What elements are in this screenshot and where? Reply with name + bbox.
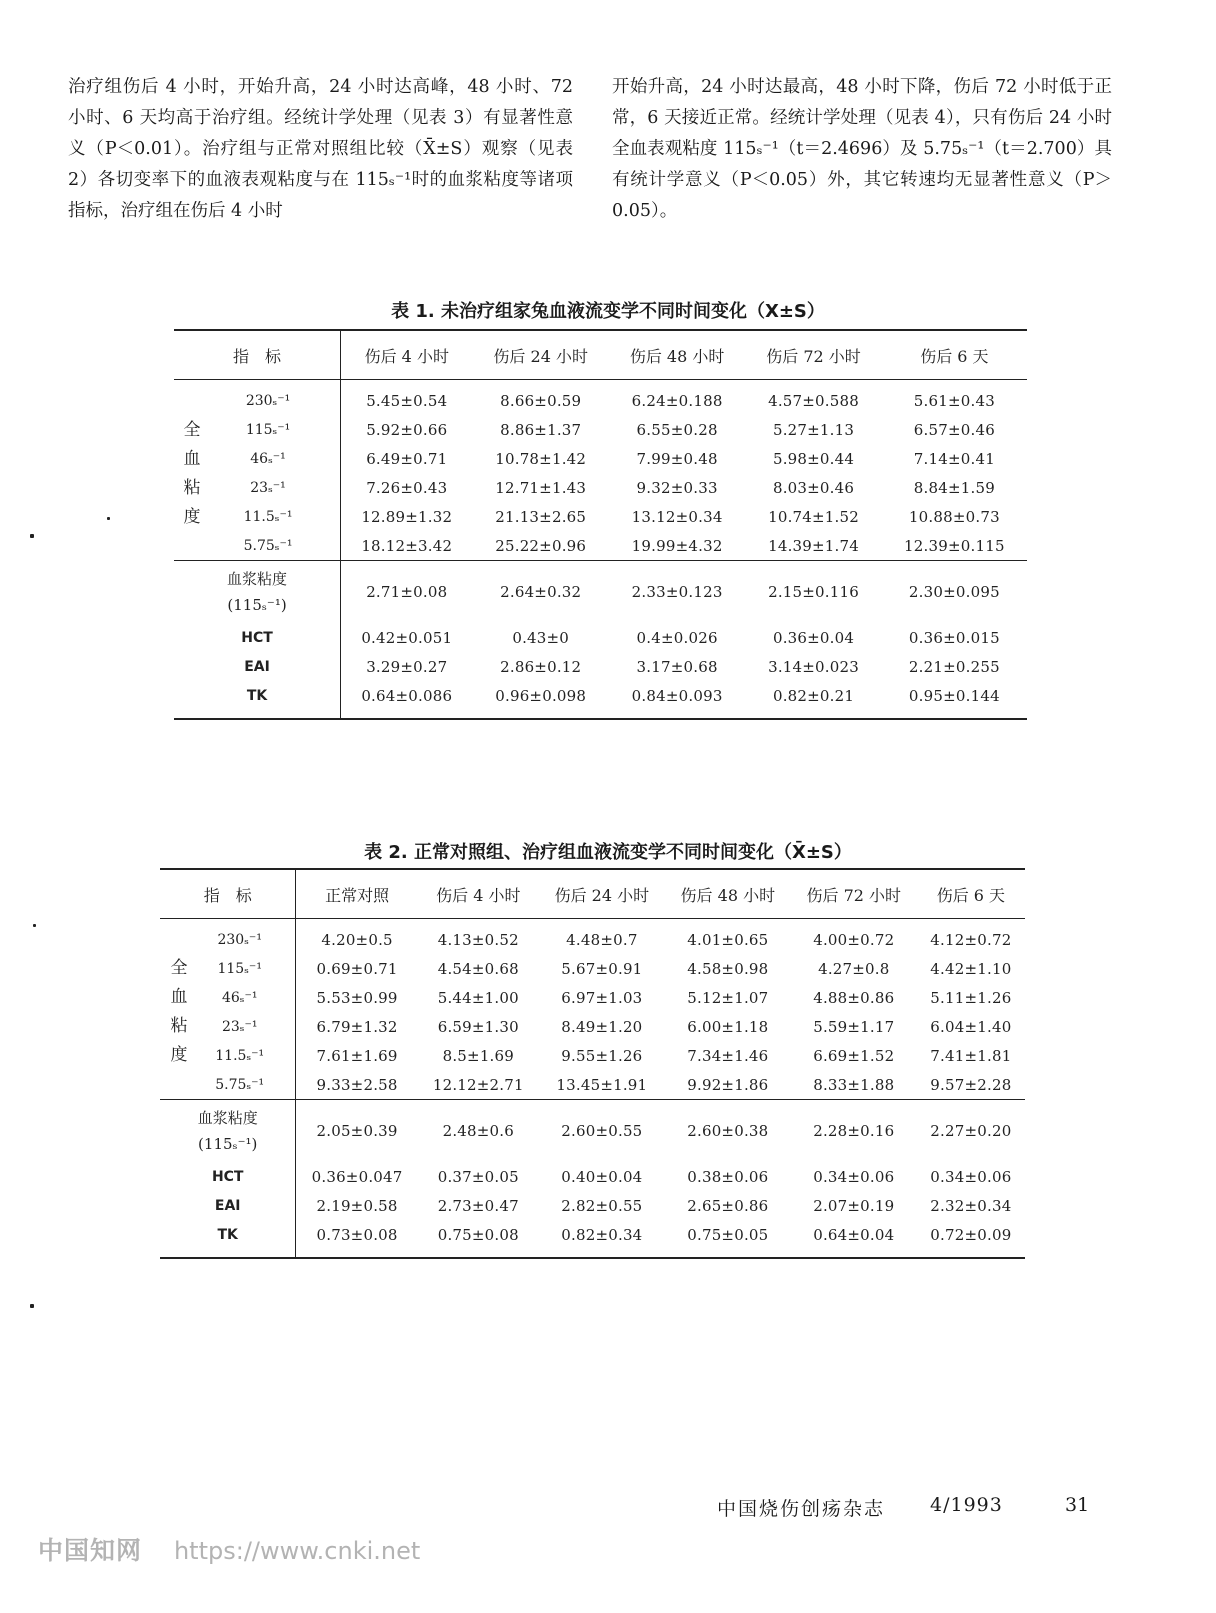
table-row: [174, 623, 1027, 652]
plasma-viscosity-label: [174, 561, 341, 624]
table-cell: 0.82±0.21: [772, 686, 855, 705]
table-cell: 4.12±0.72: [930, 930, 1012, 949]
table-cell: 6.55±0.28: [636, 420, 718, 439]
table-cell: 2.33±0.123: [609, 561, 745, 624]
table-cell: 0.36±0.047: [311, 1167, 403, 1186]
table-cell: 7.61±1.69: [316, 1046, 398, 1065]
shear-rate-label: 11.5ₛ⁻¹: [198, 1041, 296, 1070]
table-cell: 0.37±0.05: [437, 1167, 519, 1186]
table-1-title: 表 1. 未治疗组家兔血液流变学不同时间变化（X±S）: [391, 301, 825, 322]
table-cell: 4.48±0.7: [566, 930, 638, 949]
table-cell: 7.41±1.81: [930, 1046, 1012, 1065]
table-cell: 21.13±2.65: [495, 507, 587, 526]
table-cell: 5.59±1.17: [813, 1017, 895, 1036]
table-cell: 9.33±2.58: [316, 1075, 398, 1094]
table-cell: 0.82±0.34: [561, 1225, 643, 1244]
table-cell: 5.67±0.91: [561, 959, 643, 978]
group-label-whole-blood-viscosity: [174, 380, 210, 561]
table-cell: 0.38±0.06: [687, 1167, 769, 1186]
cnki-watermark: [38, 1531, 420, 1567]
body-text-right-column: [612, 72, 1112, 227]
table-cell: 25.22±0.96: [495, 536, 587, 555]
group-char: 血: [183, 449, 201, 469]
table-header-cell: 正常对照: [296, 869, 418, 919]
table-cell: 6.24±0.188: [631, 391, 723, 410]
row-label: EAI: [174, 652, 341, 681]
table-cell: 8.5±1.69: [442, 1046, 515, 1065]
table-cell: 6.59±1.30: [437, 1017, 519, 1036]
table-cell: 2.21±0.255: [908, 657, 1000, 676]
table-cell: 2.64±0.32: [472, 561, 608, 624]
shear-rate-label: 115ₛ⁻¹: [210, 415, 341, 444]
table-cell: 7.34±1.46: [687, 1046, 769, 1065]
scan-speck: [30, 534, 34, 538]
table-header-cell: 伤后 48 小时: [609, 330, 745, 380]
table-cell: 2.07±0.19: [813, 1196, 895, 1215]
table-cell: 2.82±0.55: [561, 1196, 643, 1215]
shear-rate-label: 5.75ₛ⁻¹: [210, 531, 341, 561]
table-cell: 2.30±0.095: [882, 561, 1027, 624]
table-row: [174, 652, 1027, 681]
table-cell: 12.71±1.43: [495, 478, 587, 497]
table-cell: 7.14±0.41: [913, 449, 995, 468]
table-cell: 0.69±0.71: [316, 959, 398, 978]
table-cell: 13.12±0.34: [631, 507, 723, 526]
table-cell: 6.57±0.46: [913, 420, 995, 439]
plasma-label-line2: (115ₛ⁻¹): [227, 596, 287, 614]
table-cell: 4.20±0.5: [321, 930, 393, 949]
table-cell: 2.60±0.55: [539, 1100, 665, 1163]
table-header-cell: 指 标: [174, 330, 341, 380]
table-cell: 0.72±0.09: [930, 1225, 1012, 1244]
table-cell: 12.39±0.115: [904, 536, 1005, 555]
table-cell: 8.49±1.20: [561, 1017, 643, 1036]
group-char: 粘: [170, 1016, 188, 1036]
table-cell: 12.89±1.32: [361, 507, 453, 526]
table-cell: 0.75±0.05: [687, 1225, 769, 1244]
table-cell: 4.27±0.8: [818, 959, 890, 978]
table-cell: 2.73±0.47: [437, 1196, 519, 1215]
table-cell: 6.97±1.03: [561, 988, 643, 1007]
table-header-cell: 伤后 6 天: [917, 869, 1025, 919]
table-row: [174, 444, 1027, 473]
group-label-chars: [171, 954, 188, 1070]
body-paragraph-left: 治疗组伤后 4 小时，开始升高，24 小时达高峰，48 小时、72 小时、6 天均高于治疗组。经统计学处理（见表 3）有显著性意义（P＜0.01）。治疗组与正常对照组比较（X̄±S）观察（见表 2）各切变率下的血液表观粘度与在 115ₛ⁻¹时的血浆粘度等诸项指标，治疗组在伤后 4 小时: [68, 77, 573, 221]
table-cell: 7.26±0.43: [366, 478, 448, 497]
table-cell: 5.45±0.54: [366, 391, 448, 410]
table-cell: 10.88±0.73: [908, 507, 1000, 526]
table-header-cell: 伤后 48 小时: [665, 869, 791, 919]
shear-rate-label: 46ₛ⁻¹: [198, 983, 296, 1012]
table-cell: 7.99±0.48: [636, 449, 718, 468]
table-cell: 4.42±1.10: [930, 959, 1012, 978]
row-label: TK: [174, 681, 341, 719]
table-cell: 2.28±0.16: [791, 1100, 917, 1163]
group-char: 全: [183, 420, 201, 440]
journal-name: 中国烧伤创疡杂志: [717, 1498, 886, 1520]
scan-speck: [33, 924, 36, 927]
table-row: [160, 1041, 1025, 1070]
plasma-label-line2: (115ₛ⁻¹): [198, 1135, 258, 1153]
table-row: [174, 415, 1027, 444]
row-label: HCT: [160, 1162, 296, 1191]
table-cell: 2.32±0.34: [930, 1196, 1012, 1215]
table-row-plasma-viscosity: [160, 1100, 1025, 1163]
table-cell: 5.44±1.00: [437, 988, 519, 1007]
plasma-viscosity-label: [160, 1100, 296, 1163]
table-cell: 0.4±0.026: [636, 628, 718, 647]
table-cell: 5.11±1.26: [930, 988, 1012, 1007]
scan-speck: [107, 517, 110, 520]
body-text-left-column: [68, 72, 573, 227]
table-cell: 4.58±0.98: [687, 959, 769, 978]
table-cell: 4.13±0.52: [437, 930, 519, 949]
table-header-cell: 伤后 72 小时: [745, 330, 881, 380]
table-cell: 6.49±0.71: [366, 449, 448, 468]
table-cell: 8.66±0.59: [500, 391, 582, 410]
row-label: EAI: [160, 1191, 296, 1220]
table-cell: 9.92±1.86: [687, 1075, 769, 1094]
table-header-row: [174, 330, 1027, 380]
table-1: [174, 329, 1027, 720]
table-cell: 6.69±1.52: [813, 1046, 895, 1065]
table-cell: 0.84±0.093: [631, 686, 723, 705]
table-cell: 0.34±0.06: [813, 1167, 895, 1186]
table-row: [174, 531, 1027, 561]
table-header-cell: 伤后 6 天: [882, 330, 1027, 380]
table-cell: 9.57±2.28: [930, 1075, 1012, 1094]
table-row: [160, 1070, 1025, 1100]
table-cell: 0.40±0.04: [561, 1167, 643, 1186]
table-cell: 5.12±1.07: [687, 988, 769, 1007]
table-cell: 0.36±0.015: [908, 628, 1000, 647]
table-row-plasma-viscosity: [174, 561, 1027, 624]
shear-rate-label: 115ₛ⁻¹: [198, 954, 296, 983]
table-cell: 5.27±1.13: [772, 420, 855, 439]
table-cell: 2.27±0.20: [917, 1100, 1025, 1163]
table-cell: 2.05±0.39: [296, 1100, 418, 1163]
shear-rate-label: 23ₛ⁻¹: [198, 1012, 296, 1041]
shear-rate-label: 11.5ₛ⁻¹: [210, 502, 341, 531]
table-cell: 10.74±1.52: [768, 507, 859, 526]
watermark-url[interactable]: https://www.cnki.net: [173, 1537, 421, 1565]
table-cell: 0.64±0.086: [361, 686, 453, 705]
table-cell: 4.54±0.68: [437, 959, 519, 978]
group-label-chars: [184, 414, 201, 532]
table-cell: 0.42±0.051: [361, 628, 453, 647]
table-cell: 4.88±0.86: [813, 988, 895, 1007]
table-header-cell: 指 标: [160, 869, 296, 919]
table-cell: 13.45±1.91: [556, 1075, 648, 1094]
page-number: 31: [1065, 1494, 1090, 1516]
table-header-cell: 伤后 72 小时: [791, 869, 917, 919]
body-paragraph-right: 开始升高，24 小时达最高，48 小时下降，伤后 72 小时低于正常，6 天接近正常。经统计学处理（见表 4），只有伤后 24 小时全血表观粘度 115ₛ⁻¹（t＝2.4696）及 5.75ₛ⁻¹（t＝2.700）具有统计学意义（P＜0.05）外，其它转速均无显著性意义（P＞0.05）。: [612, 77, 1112, 221]
table-2: [160, 868, 1025, 1259]
table-cell: 2.15±0.116: [745, 561, 881, 624]
table-header-cell: 伤后 4 小时: [341, 330, 473, 380]
table-cell: 0.95±0.144: [908, 686, 1000, 705]
table-cell: 6.04±1.40: [930, 1017, 1012, 1036]
table-cell: 2.86±0.12: [500, 657, 582, 676]
table-cell: 18.12±3.42: [361, 536, 453, 555]
table-header-cell: 伤后 4 小时: [418, 869, 539, 919]
group-char: 粘: [183, 478, 201, 498]
table-cell: 10.78±1.42: [495, 449, 587, 468]
shear-rate-label: 46ₛ⁻¹: [210, 444, 341, 473]
table-cell: 5.61±0.43: [913, 391, 995, 410]
table-cell: 0.64±0.04: [813, 1225, 895, 1244]
table-2-title: 表 2. 正常对照组、治疗组血液流变学不同时间变化（X̄±S）: [364, 842, 852, 863]
table-cell: 8.84±1.59: [913, 478, 995, 497]
table-row: [160, 1012, 1025, 1041]
table-cell: 0.43±0: [512, 628, 570, 647]
table-cell: 2.65±0.86: [687, 1196, 769, 1215]
table-cell: 6.00±1.18: [687, 1017, 769, 1036]
table-cell: 2.60±0.38: [665, 1100, 791, 1163]
table-row: [160, 1220, 1025, 1258]
table-row: [160, 983, 1025, 1012]
plasma-label-line1: 血浆粘度: [227, 570, 288, 588]
table-cell: 3.29±0.27: [366, 657, 448, 676]
table-cell: 8.03±0.46: [772, 478, 855, 497]
table-cell: 0.36±0.04: [772, 628, 855, 647]
table-header-cell: 伤后 24 小时: [539, 869, 665, 919]
group-char: 全: [170, 958, 188, 978]
table-cell: 8.86±1.37: [500, 420, 582, 439]
group-char: 度: [183, 507, 201, 527]
table-cell: 19.99±4.32: [631, 536, 723, 555]
table-cell: 0.75±0.08: [437, 1225, 519, 1244]
table-row: [174, 502, 1027, 531]
table-cell: 0.34±0.06: [930, 1167, 1012, 1186]
table-cell: 0.96±0.098: [495, 686, 587, 705]
table-cell: 14.39±1.74: [768, 536, 859, 555]
table-cell: 4.57±0.588: [768, 391, 859, 410]
table-row: [174, 473, 1027, 502]
table-header-row: [160, 869, 1025, 919]
group-label-whole-blood-viscosity: [160, 919, 198, 1100]
shear-rate-label: 23ₛ⁻¹: [210, 473, 341, 502]
table-cell: 4.00±0.72: [813, 930, 895, 949]
table-cell: 9.55±1.26: [561, 1046, 643, 1065]
journal-issue: 4/1993: [930, 1494, 1003, 1516]
table-cell: 5.98±0.44: [772, 449, 855, 468]
table-row: [160, 1191, 1025, 1220]
row-label: TK: [160, 1220, 296, 1258]
table-row: [160, 1162, 1025, 1191]
table-cell: 5.92±0.66: [366, 420, 448, 439]
table-header-cell: 伤后 24 小时: [472, 330, 608, 380]
table-row: [174, 681, 1027, 719]
group-char: 血: [170, 987, 188, 1007]
table-cell: 0.73±0.08: [316, 1225, 398, 1244]
shear-rate-label: 230ₛ⁻¹: [210, 380, 341, 416]
row-label: HCT: [174, 623, 341, 652]
table-row: [160, 954, 1025, 983]
table-cell: 3.17±0.68: [636, 657, 718, 676]
table-row: [174, 380, 1027, 416]
table-cell: 8.33±1.88: [813, 1075, 895, 1094]
plasma-label-line1: 血浆粘度: [197, 1109, 258, 1127]
table-cell: 6.79±1.32: [316, 1017, 398, 1036]
table-cell: 2.19±0.58: [316, 1196, 398, 1215]
shear-rate-label: 5.75ₛ⁻¹: [198, 1070, 296, 1100]
group-char: 度: [170, 1045, 188, 1065]
table-cell: 4.01±0.65: [687, 930, 769, 949]
table-cell: 2.71±0.08: [341, 561, 473, 624]
table-row: [160, 919, 1025, 955]
table-cell: 12.12±2.71: [432, 1075, 524, 1094]
shear-rate-label: 230ₛ⁻¹: [198, 919, 296, 955]
scan-speck: [30, 1304, 34, 1308]
table-cell: 5.53±0.99: [316, 988, 398, 1007]
table-cell: 2.48±0.6: [418, 1100, 539, 1163]
table-cell: 3.14±0.023: [768, 657, 859, 676]
watermark-brand: 中国知网: [38, 1536, 143, 1565]
table-cell: 9.32±0.33: [636, 478, 718, 497]
